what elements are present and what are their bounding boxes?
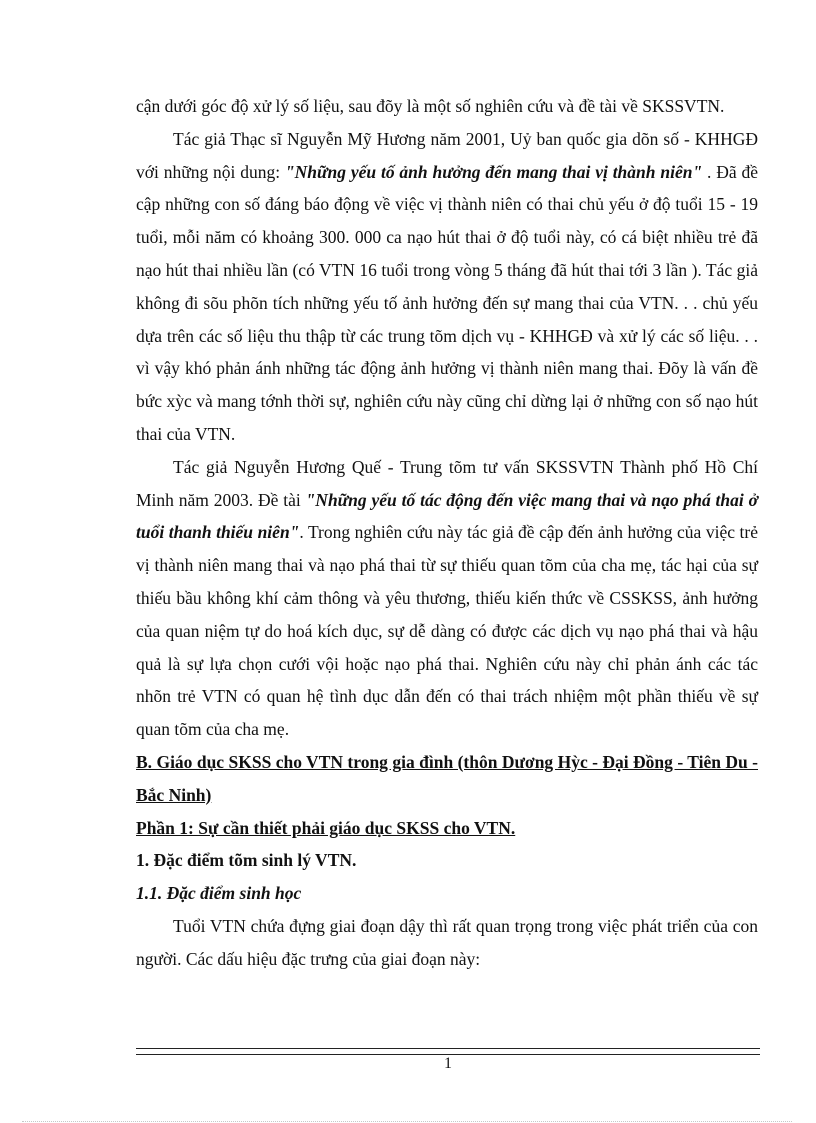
part-1-heading: Phần 1: Sự cần thiết phải giáo dục SKSS cho VTN.	[136, 817, 516, 838]
page-bottom-edge	[22, 1121, 792, 1122]
heading-1-1: 1.1. Đặc điểm sinh học	[136, 883, 302, 904]
section-b-heading: B. Giáo dục SKSS cho VTN trong gia đình (thôn Dương Hỳc - Đại Đồng - Tiên Du - Bắc Ninh)	[136, 751, 758, 805]
paragraph-nguyen-huong-que	[136, 451, 758, 746]
paragraph-intro-continued: cận dưới góc độ xử lý số liệu, sau đõy là một số nghiên cứu và đề tài về SKSSVTN.	[136, 96, 725, 116]
paragraph-text: Tác giả Thạc sĩ Nguyễn Mỹ Hương năm 2001, Uỷ ban quốc gia dõn số - KHHGĐ với những nội dung:	[136, 128, 758, 182]
page-number: 1	[444, 1055, 452, 1072]
heading-1: 1. Đặc điểm tõm sinh lý VTN.	[136, 850, 357, 871]
study-title: "Những yếu tố tác động đến việc mang thai và nạo phá thai ở tuổi thanh thiếu niên"	[136, 489, 759, 543]
paragraph-puberty: Tuổi VTN chứa đựng giai đoạn dậy thì rất quan trọng trong việc phát triển của con người. Các dấu hiệu đặc trưng của giai đoạn này:	[136, 915, 758, 969]
page-body	[136, 90, 758, 976]
study-title: "Những yếu tố ảnh hưởng đến mang thai vị thành niên"	[284, 161, 703, 182]
paragraph-text: . Trong nghiên cứu này tác giả đề cập đến ảnh hưởng của việc trẻ vị thành niên mang thai và nạo phá thai từ sự thiếu quan tõm của cha mẹ, tác hại của sự thiếu bầu không khí cảm thông và yêu thương, thiếu kiến thức về CSSKSS, ảnh hưởng của quan niệm tự do hoá kích dục, sự dễ dàng có được các dịch vụ nạo phá thai và hậu quả là sự lựa chọn cưới vội hoặc nạo phá thai. Nghiên cứu này chỉ phản ánh các tác nhõn trẻ VTN có quan hệ tình dục dẫn đến có thai trách nhiệm một phần thiếu về sự quan tõm của cha mẹ.	[136, 522, 758, 740]
paragraph-text: Tác giả Nguyễn Hương Quế - Trung tõm tư vấn SKSSVTN Thành phố Hồ Chí Minh năm 2003. Đề tài	[136, 456, 758, 510]
paragraph-nguyen-my-huong	[136, 123, 758, 451]
paragraph-text: . Đã đề cập những con số đáng báo động về việc vị thành niên có thai chủ yếu ở độ tuổi 15 - 19 tuổi, mỗi năm có khoảng 300. 000 ca nạo hút thai ở độ tuổi này, có cá biệt nhiều trẻ đã nạo hút thai nhiều lần (có VTN 16 tuổi trong vòng 5 tháng đã hút thai tới 3 lần ). Tác giả không đi sõu phõn tích những yếu tố ảnh hưởng đến sự mang thai của VTN. . . chủ yếu dựa trên các số liệu thu thập từ các trung tõm dịch vụ - KHHGĐ và xử lý các số liệu. . . vì vậy khó phản ánh những tác động ảnh hưởng vị thành niên mang thai. Đõy là vấn đề bức xỳc và mang tớnh thời sự, nghiên cứu này cũng chỉ dừng lại ở những con số nạo hút thai của VTN.	[136, 161, 758, 444]
